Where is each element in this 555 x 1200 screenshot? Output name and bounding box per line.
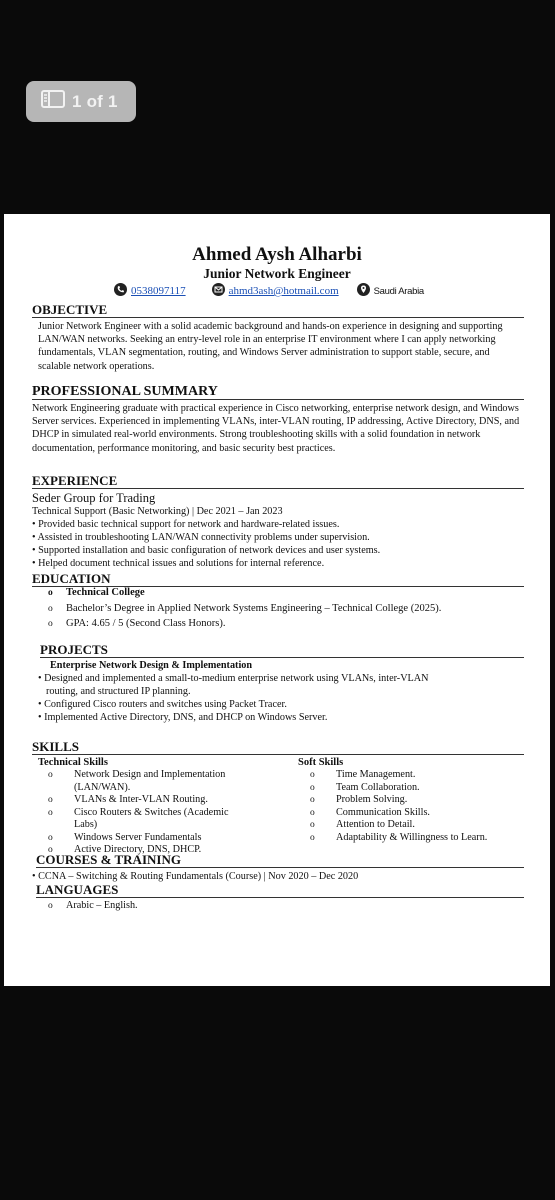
sidebar-page-icon [41,90,65,113]
location-text: Saudi Arabia [373,285,424,297]
summary-text: Network Engineering graduate with practical experience in Cisco networking, enterprise network design, and Windows Server services. Experienced in implementing VLANs, inter-VLAN routing, IP addressing, Active Directory, DNS, and DHCP in simulated real-world environments. Strong troubleshooting skills with a solid foundation in network documentation, performance monitoring, and basic security best practices. [32,403,520,454]
soft-skill: o Time Management. [310,769,540,782]
education-item: o Bachelor’s Degree in Applied Network Systems Engineering – Technical College (2025). [48,602,441,617]
technical-skill: o Network Design and Implementation (LAN/WAN). [48,769,248,794]
candidate-name: Ahmed Aysh Alharbi [192,244,362,265]
contact-bar [114,283,424,299]
soft-skills-list [310,769,540,844]
project-title: Enterprise Network Design & Implementation [50,660,253,671]
location-pin-icon [357,283,370,299]
mail-icon [212,283,225,299]
project-bullet: • Designed and implemented a small-to-medium enterprise network using VLANs, inter-VLAN [38,673,429,684]
soft-skill: o Attention to Detail. [310,819,540,832]
education-list [48,586,441,632]
projects-heading: PROJECTS [40,642,524,658]
contact-email [212,283,339,299]
phone-icon [114,283,127,299]
contact-location [357,283,424,299]
language-item: o Arabic – English. [48,899,138,914]
experience-bullet: • Assisted in troubleshooting LAN/WAN connectivity problems under supervision. [32,532,370,543]
skills-heading: SKILLS [32,739,524,755]
languages-heading: LANGUAGES [36,882,524,898]
experience-role: Technical Support (Basic Networking) | Dec 2021 – Jan 2023 [32,506,283,517]
project-bullet: • Implemented Active Directory, DNS, and DHCP on Windows Server. [38,712,328,723]
technical-skill: o Cisco Routers & Switches (Academic Labs) [48,807,248,832]
soft-skill: o Communication Skills. [310,807,540,820]
page-indicator-label: 1 of 1 [72,91,118,111]
soft-skill: o Problem Solving. [310,794,540,807]
soft-skill: o Team Collaboration. [310,782,540,795]
project-bullet: • Configured Cisco routers and switches using Packet Tracer. [38,699,287,710]
course-item: • CCNA – Switching & Routing Fundamentals (Course) | Nov 2020 – Dec 2020 [32,871,359,882]
project-bullet: routing, and structured IP planning. [46,686,191,697]
phone-link[interactable]: 0538097117 [131,285,186,297]
contact-phone [114,283,186,299]
experience-bullet: • Provided basic technical support for network and hardware-related issues. [32,519,340,530]
experience-bullet: • Supported installation and basic configuration of network devices and user systems. [32,545,381,556]
soft-skill: o Adaptability & Willingness to Learn. [310,832,540,845]
experience-company: Seder Group for Trading [32,491,156,505]
technical-skills-heading: Technical Skills [38,757,108,768]
courses-heading: COURSES & TRAINING [36,852,524,868]
candidate-title: Junior Network Engineer [203,266,351,281]
objective-text: Junior Network Engineer with a solid academic background and hands-on experience in designing and supporting LAN/WAN networks. Seeking an entry-level role in an enterprise IT environment where I can apply networking fundamentals, VLAN segmentation, routing, and Windows Server administration to support stable, secure, and scalable network operations. [38,321,503,372]
technical-skills-list [48,769,248,857]
languages-list [48,899,138,914]
soft-skills-heading: Soft Skills [298,757,344,768]
education-heading: EDUCATION [32,571,524,587]
technical-skill: o VLANs & Inter-VLAN Routing. [48,794,248,807]
experience-heading: EXPERIENCE [32,473,524,489]
page-indicator-button[interactable] [26,81,136,122]
email-link[interactable]: ahmd3ash@hotmail.com [228,285,339,297]
summary-heading: PROFESSIONAL SUMMARY [32,384,524,400]
education-item: o Technical College [48,586,441,601]
education-item: o GPA: 4.65 / 5 (Second Class Honors). [48,617,441,632]
resume-page [4,214,550,986]
technical-skill: o Active Directory, DNS, DHCP. [48,844,248,857]
objective-heading: OBJECTIVE [32,302,524,318]
technical-skill: o Windows Server Fundamentals [48,832,248,845]
experience-bullet: • Helped document technical issues and solutions for internal reference. [32,558,325,569]
